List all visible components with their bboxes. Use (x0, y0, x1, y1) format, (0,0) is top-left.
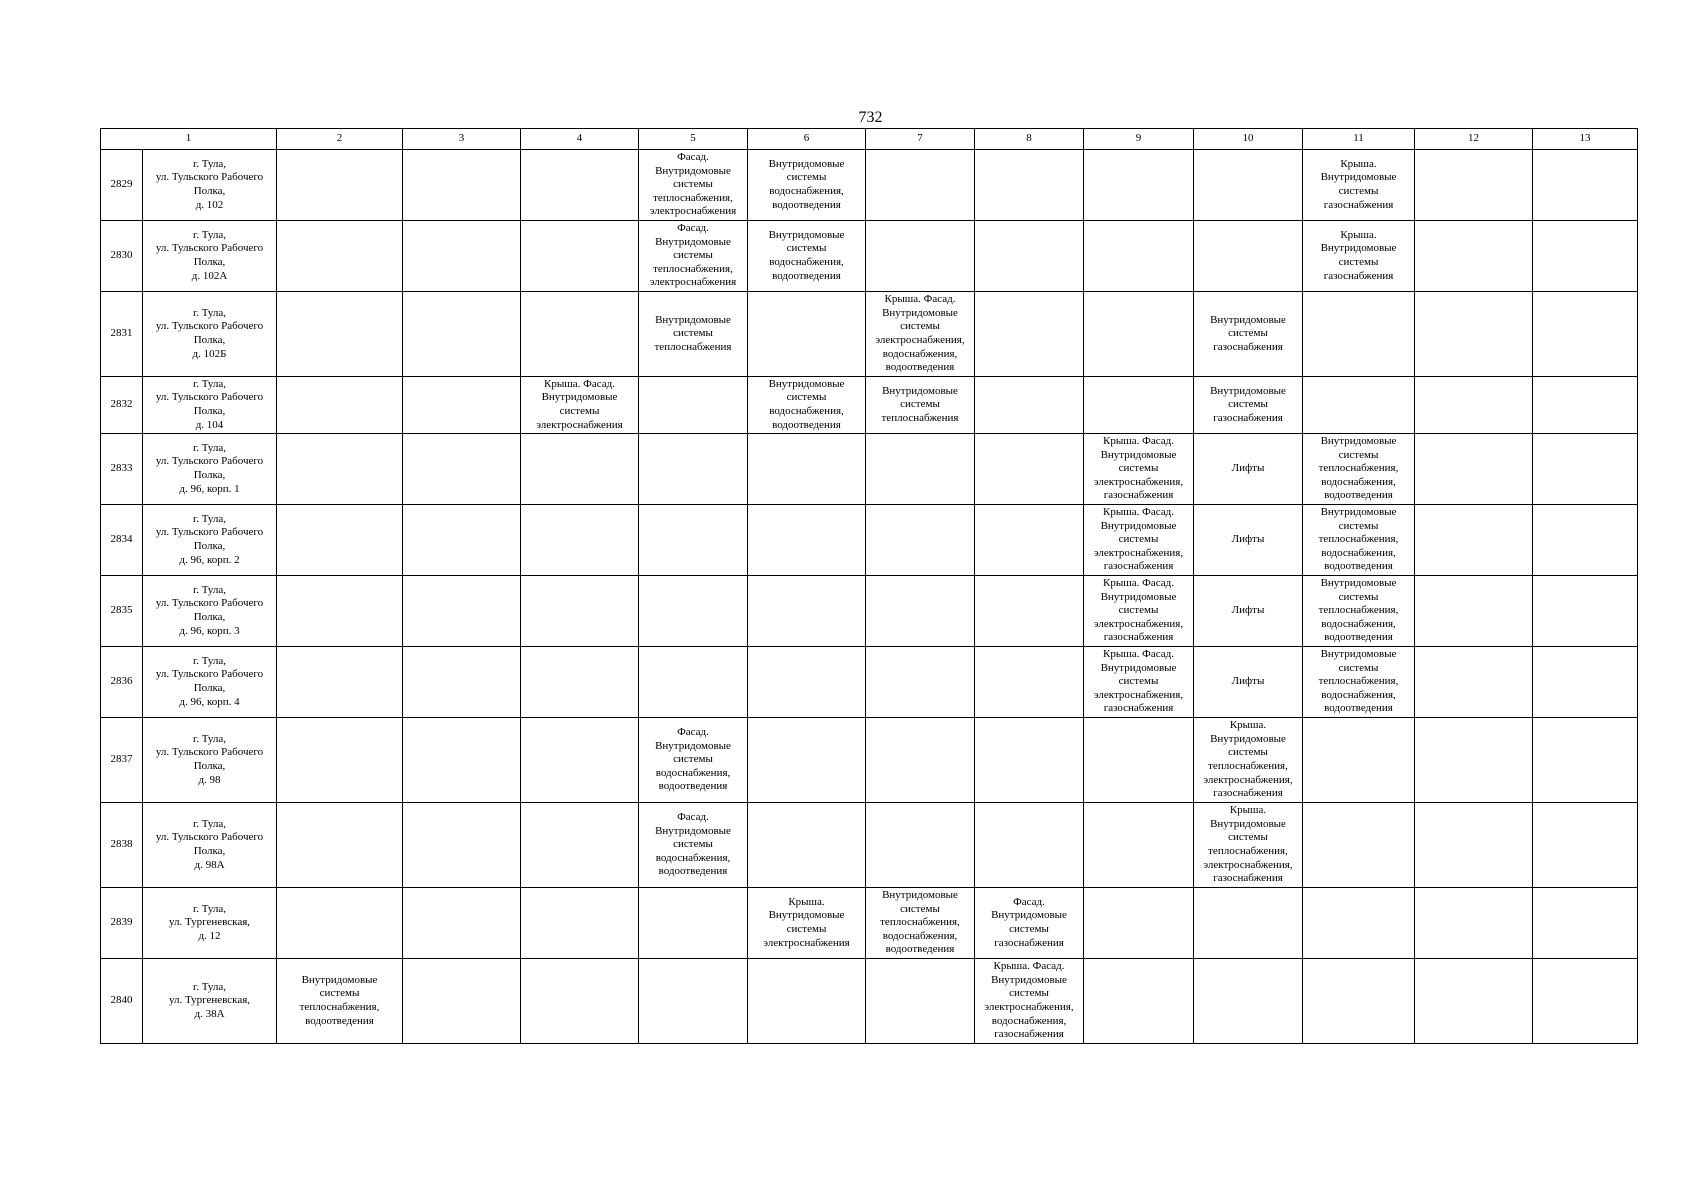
work-cell-col-5 (639, 505, 748, 576)
work-cell-col-10 (1194, 221, 1303, 292)
row-number: 2831 (101, 292, 143, 377)
work-cell-col-2 (277, 647, 403, 718)
work-cell-col-5 (639, 434, 748, 505)
table-row (101, 576, 1638, 647)
work-cell-col-9 (1084, 292, 1194, 377)
column-number-cell: 2 (277, 129, 403, 150)
table-row (101, 647, 1638, 718)
work-cell-col-5: Фасад. Внутридомовые системы водоснабжения, водоотведения (639, 803, 748, 888)
table-row (101, 959, 1638, 1044)
work-cell-col-2 (277, 221, 403, 292)
work-cell-col-3 (403, 150, 521, 221)
work-cell-col-12 (1415, 888, 1533, 959)
work-cell-col-11 (1303, 292, 1415, 377)
work-cell-col-10 (1194, 888, 1303, 959)
work-cell-col-8 (975, 221, 1084, 292)
work-cell-col-7 (866, 505, 975, 576)
work-cell-col-3 (403, 292, 521, 377)
column-number-cell: 3 (403, 129, 521, 150)
work-cell-col-8 (975, 576, 1084, 647)
table-row (101, 718, 1638, 803)
address-cell: г. Тула, ул. Тульского Рабочего Полка, д. 96, корп. 2 (143, 505, 277, 576)
address-cell: г. Тула, ул. Тульского Рабочего Полка, д. 98 (143, 718, 277, 803)
work-cell-col-2 (277, 292, 403, 377)
work-cell-col-4 (521, 292, 639, 377)
work-cell-col-2 (277, 434, 403, 505)
work-cell-col-8 (975, 292, 1084, 377)
address-cell: г. Тула, ул. Тульского Рабочего Полка, д. 102 (143, 150, 277, 221)
work-cell-col-6: Крыша. Внутридомовые системы электроснабжения (748, 888, 866, 959)
column-number-cell: 1 (101, 129, 277, 150)
work-cell-col-6 (748, 718, 866, 803)
work-cell-col-11 (1303, 803, 1415, 888)
work-cell-col-4 (521, 803, 639, 888)
work-cell-col-9 (1084, 959, 1194, 1044)
work-cell-col-11: Внутридомовые системы теплоснабжения, водоснабжения, водоотведения (1303, 505, 1415, 576)
work-cell-col-10 (1194, 150, 1303, 221)
work-cell-col-6 (748, 803, 866, 888)
work-cell-col-5: Внутридомовые системы теплоснабжения (639, 292, 748, 377)
work-cell-col-7 (866, 150, 975, 221)
column-number-row (101, 129, 1638, 150)
column-number-cell: 12 (1415, 129, 1533, 150)
work-cell-col-8: Крыша. Фасад. Внутридомовые системы электроснабжения, водоснабжения, газоснабжения (975, 959, 1084, 1044)
work-cell-col-4 (521, 434, 639, 505)
column-number-cell: 4 (521, 129, 639, 150)
work-cell-col-7 (866, 434, 975, 505)
work-cell-col-10: Лифты (1194, 576, 1303, 647)
work-cell-col-10: Крыша. Внутридомовые системы теплоснабжения, электроснабжения, газоснабжения (1194, 803, 1303, 888)
column-number-cell: 10 (1194, 129, 1303, 150)
work-cell-col-13 (1533, 377, 1638, 434)
work-cell-col-7: Внутридомовые системы теплоснабжения (866, 377, 975, 434)
row-number: 2835 (101, 576, 143, 647)
work-cell-col-3 (403, 959, 521, 1044)
work-cell-col-6 (748, 505, 866, 576)
work-cell-col-11: Внутридомовые системы теплоснабжения, водоснабжения, водоотведения (1303, 647, 1415, 718)
work-cell-col-11: Крыша. Внутридомовые системы газоснабжения (1303, 150, 1415, 221)
work-cell-col-12 (1415, 505, 1533, 576)
work-cell-col-2 (277, 377, 403, 434)
table-row (101, 377, 1638, 434)
work-cell-col-6 (748, 647, 866, 718)
work-cell-col-3 (403, 377, 521, 434)
work-cell-col-8: Фасад. Внутридомовые системы газоснабжения (975, 888, 1084, 959)
work-cell-col-12 (1415, 803, 1533, 888)
row-number: 2830 (101, 221, 143, 292)
work-cell-col-13 (1533, 718, 1638, 803)
work-cell-col-8 (975, 505, 1084, 576)
work-cell-col-13 (1533, 888, 1638, 959)
table-row (101, 150, 1638, 221)
work-cell-col-2: Внутридомовые системы теплоснабжения, водоотведения (277, 959, 403, 1044)
work-cell-col-13 (1533, 505, 1638, 576)
work-cell-col-7 (866, 803, 975, 888)
work-cell-col-7 (866, 718, 975, 803)
work-cell-col-9: Крыша. Фасад. Внутридомовые системы электроснабжения, газоснабжения (1084, 434, 1194, 505)
work-cell-col-8 (975, 434, 1084, 505)
work-cell-col-8 (975, 803, 1084, 888)
work-cell-col-10: Крыша. Внутридомовые системы теплоснабжения, электроснабжения, газоснабжения (1194, 718, 1303, 803)
work-cell-col-7: Крыша. Фасад. Внутридомовые системы электроснабжения, водоснабжения, водоотведения (866, 292, 975, 377)
work-cell-col-3 (403, 718, 521, 803)
work-cell-col-9: Крыша. Фасад. Внутридомовые системы электроснабжения, газоснабжения (1084, 505, 1194, 576)
work-cell-col-13 (1533, 959, 1638, 1044)
work-cell-col-11: Внутридомовые системы теплоснабжения, водоснабжения, водоотведения (1303, 576, 1415, 647)
column-number-cell: 6 (748, 129, 866, 150)
column-number-cell: 7 (866, 129, 975, 150)
work-cell-col-2 (277, 888, 403, 959)
work-cell-col-3 (403, 647, 521, 718)
address-cell: г. Тула, ул. Тульского Рабочего Полка, д. 104 (143, 377, 277, 434)
work-cell-col-4 (521, 576, 639, 647)
work-cell-col-6: Внутридомовые системы водоснабжения, водоотведения (748, 150, 866, 221)
page-number: 732 (858, 109, 883, 126)
work-cell-col-9 (1084, 377, 1194, 434)
work-cell-col-7: Внутридомовые системы теплоснабжения, водоснабжения, водоотведения (866, 888, 975, 959)
work-cell-col-13 (1533, 576, 1638, 647)
repair-schedule-table (100, 128, 1638, 1044)
table-row (101, 888, 1638, 959)
row-number: 2839 (101, 888, 143, 959)
address-cell: г. Тула, ул. Тургеневская, д. 38А (143, 959, 277, 1044)
work-cell-col-12 (1415, 292, 1533, 377)
work-cell-col-9 (1084, 888, 1194, 959)
column-number-cell: 11 (1303, 129, 1415, 150)
work-cell-col-2 (277, 803, 403, 888)
work-cell-col-10: Лифты (1194, 505, 1303, 576)
work-cell-col-10: Внутридомовые системы газоснабжения (1194, 292, 1303, 377)
row-number: 2838 (101, 803, 143, 888)
work-cell-col-3 (403, 803, 521, 888)
column-number-cell: 8 (975, 129, 1084, 150)
work-cell-col-4 (521, 959, 639, 1044)
work-cell-col-7 (866, 221, 975, 292)
work-cell-col-6: Внутридомовые системы водоснабжения, водоотведения (748, 377, 866, 434)
address-cell: г. Тула, ул. Тульского Рабочего Полка, д. 96, корп. 3 (143, 576, 277, 647)
work-cell-col-9: Крыша. Фасад. Внутридомовые системы электроснабжения, газоснабжения (1084, 647, 1194, 718)
work-cell-col-9 (1084, 718, 1194, 803)
work-cell-col-5 (639, 647, 748, 718)
address-cell: г. Тула, ул. Тульского Рабочего Полка, д. 102А (143, 221, 277, 292)
work-cell-col-2 (277, 150, 403, 221)
work-cell-col-6 (748, 959, 866, 1044)
work-cell-col-6 (748, 292, 866, 377)
work-cell-col-8 (975, 150, 1084, 221)
work-cell-col-7 (866, 959, 975, 1044)
table-row (101, 803, 1638, 888)
work-cell-col-2 (277, 576, 403, 647)
work-cell-col-11 (1303, 959, 1415, 1044)
table-body (101, 150, 1638, 1044)
address-cell: г. Тула, ул. Тургеневская, д. 12 (143, 888, 277, 959)
address-cell: г. Тула, ул. Тульского Рабочего Полка, д. 98А (143, 803, 277, 888)
work-cell-col-4 (521, 718, 639, 803)
work-cell-col-10: Лифты (1194, 647, 1303, 718)
work-cell-col-8 (975, 377, 1084, 434)
work-cell-col-5 (639, 576, 748, 647)
table-row (101, 221, 1638, 292)
work-cell-col-11: Крыша. Внутридомовые системы газоснабжения (1303, 221, 1415, 292)
work-cell-col-5 (639, 377, 748, 434)
work-cell-col-13 (1533, 434, 1638, 505)
work-cell-col-13 (1533, 221, 1638, 292)
work-cell-col-12 (1415, 576, 1533, 647)
table-row (101, 505, 1638, 576)
work-cell-col-10: Внутридомовые системы газоснабжения (1194, 377, 1303, 434)
work-cell-col-12 (1415, 959, 1533, 1044)
table-row (101, 434, 1638, 505)
work-cell-col-12 (1415, 221, 1533, 292)
row-number: 2837 (101, 718, 143, 803)
address-cell: г. Тула, ул. Тульского Рабочего Полка, д. 96, корп. 4 (143, 647, 277, 718)
work-cell-col-2 (277, 718, 403, 803)
work-cell-col-8 (975, 647, 1084, 718)
row-number: 2829 (101, 150, 143, 221)
work-cell-col-13 (1533, 150, 1638, 221)
work-cell-col-4: Крыша. Фасад. Внутридомовые системы электроснабжения (521, 377, 639, 434)
work-cell-col-12 (1415, 150, 1533, 221)
table-row (101, 292, 1638, 377)
work-cell-col-11 (1303, 377, 1415, 434)
work-cell-col-4 (521, 505, 639, 576)
work-cell-col-7 (866, 647, 975, 718)
column-number-cell: 13 (1533, 129, 1638, 150)
work-cell-col-8 (975, 718, 1084, 803)
work-cell-col-7 (866, 576, 975, 647)
address-cell: г. Тула, ул. Тульского Рабочего Полка, д. 102Б (143, 292, 277, 377)
work-cell-col-13 (1533, 803, 1638, 888)
work-cell-col-6: Внутридомовые системы водоснабжения, водоотведения (748, 221, 866, 292)
work-cell-col-11 (1303, 718, 1415, 803)
work-cell-col-11 (1303, 888, 1415, 959)
work-cell-col-13 (1533, 292, 1638, 377)
row-number: 2836 (101, 647, 143, 718)
work-cell-col-6 (748, 576, 866, 647)
column-number-cell: 9 (1084, 129, 1194, 150)
row-number: 2832 (101, 377, 143, 434)
work-cell-col-4 (521, 150, 639, 221)
work-cell-col-3 (403, 576, 521, 647)
work-cell-col-9 (1084, 221, 1194, 292)
work-cell-col-3 (403, 434, 521, 505)
work-cell-col-10 (1194, 959, 1303, 1044)
work-cell-col-3 (403, 888, 521, 959)
column-number-cell: 5 (639, 129, 748, 150)
work-cell-col-5: Фасад. Внутридомовые системы водоснабжения, водоотведения (639, 718, 748, 803)
work-cell-col-2 (277, 505, 403, 576)
work-cell-col-3 (403, 505, 521, 576)
work-cell-col-5: Фасад. Внутридомовые системы теплоснабжения, электроснабжения (639, 150, 748, 221)
work-cell-col-10: Лифты (1194, 434, 1303, 505)
row-number: 2833 (101, 434, 143, 505)
work-cell-col-5: Фасад. Внутридомовые системы теплоснабжения, электроснабжения (639, 221, 748, 292)
work-cell-col-9: Крыша. Фасад. Внутридомовые системы электроснабжения, газоснабжения (1084, 576, 1194, 647)
work-cell-col-12 (1415, 434, 1533, 505)
work-cell-col-9 (1084, 150, 1194, 221)
work-cell-col-3 (403, 221, 521, 292)
address-cell: г. Тула, ул. Тульского Рабочего Полка, д. 96, корп. 1 (143, 434, 277, 505)
work-cell-col-12 (1415, 377, 1533, 434)
work-cell-col-9 (1084, 803, 1194, 888)
work-cell-col-6 (748, 434, 866, 505)
work-cell-col-5 (639, 888, 748, 959)
work-cell-col-13 (1533, 647, 1638, 718)
work-cell-col-12 (1415, 647, 1533, 718)
row-number: 2834 (101, 505, 143, 576)
row-number: 2840 (101, 959, 143, 1044)
work-cell-col-11: Внутридомовые системы теплоснабжения, водоснабжения, водоотведения (1303, 434, 1415, 505)
work-cell-col-4 (521, 647, 639, 718)
work-cell-col-4 (521, 888, 639, 959)
work-cell-col-12 (1415, 718, 1533, 803)
work-cell-col-4 (521, 221, 639, 292)
work-cell-col-5 (639, 959, 748, 1044)
